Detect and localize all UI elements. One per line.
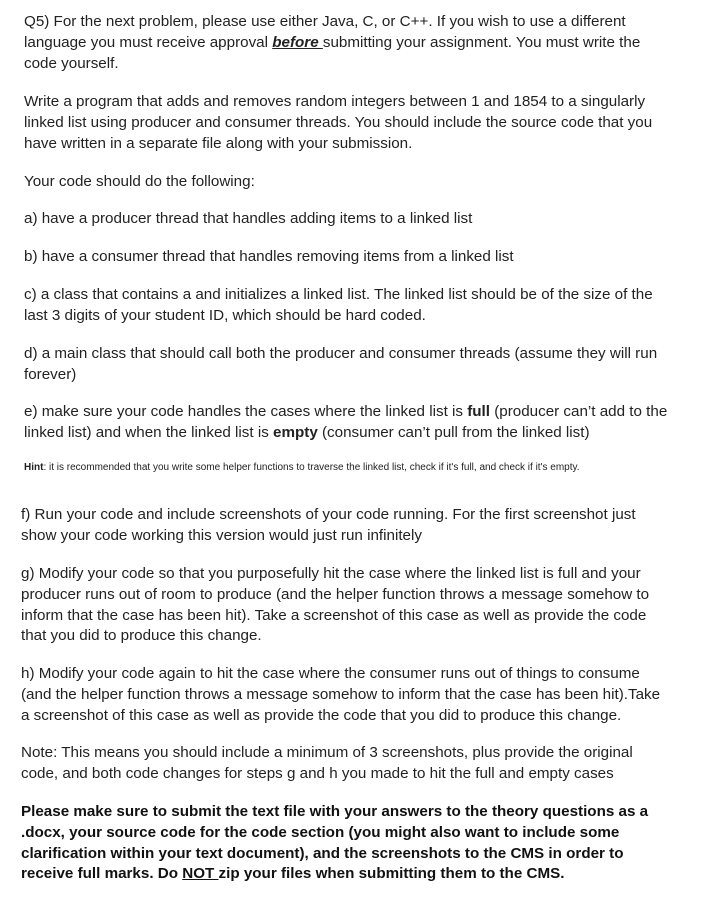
- item-h-line-2: (and the helper function throws a message somehow to inform that the case has been hit).Take: [21, 685, 661, 703]
- q5-line-1: Q5) For the next problem, please use either Java, C, or C++. If you wish to use a different: [24, 13, 626, 30]
- q5-before-emphasis: before: [272, 33, 323, 51]
- note-paragraph: [21, 743, 633, 785]
- q5-line-2-pre: language you must receive approval: [24, 33, 273, 51]
- submission-line-4-post: zip your files when submitting them to the CMS.: [218, 865, 565, 883]
- submission-line-3: clarification within your text document), and the screenshots to the CMS in order to: [21, 844, 624, 862]
- item-b-text: b) have a consumer thread that handles removing items from a linked list: [24, 248, 514, 265]
- intro-line-1: Write a program that adds and removes random integers between 1 and 1854 to a singularly: [24, 93, 646, 110]
- hint-note: [24, 461, 580, 474]
- item-g-line-4: that you did to produce this change.: [21, 627, 262, 645]
- item-g: [21, 564, 649, 647]
- item-c-line-1: c) a class that contains a and initializes a linked list. The linked list should be of the size of the: [24, 286, 653, 303]
- item-g-line-2: producer runs out of room to produce (and the helper function throws a message somehow to: [21, 585, 650, 603]
- note-line-1: Note: This means you should include a minimum of 3 screenshots, plus provide the original: [21, 744, 633, 761]
- hint-label: Hint: [24, 462, 44, 473]
- requirements-intro: [24, 172, 255, 193]
- item-e-line-2-pre: linked list) and when the linked list is: [24, 423, 274, 441]
- submission-line-4-pre: receive full marks. Do: [21, 865, 183, 883]
- item-e: [24, 402, 667, 444]
- item-a: [24, 209, 472, 230]
- item-f: [21, 505, 636, 547]
- item-e-line-2-post: (consumer can’t pull from the linked list): [317, 423, 590, 441]
- requirements-intro-text: Your code should do the following:: [24, 173, 255, 190]
- q5-line-2-post: submitting your assignment. You must write the: [322, 33, 641, 51]
- item-c: [24, 285, 653, 327]
- item-e-line-1-post: (producer can’t add to the: [489, 403, 668, 420]
- item-d: [24, 344, 657, 386]
- intro-line-3: have written in a separate file along with your submission.: [24, 134, 413, 152]
- item-b: [24, 247, 514, 268]
- item-a-text: a) have a producer thread that handles adding items to a linked list: [24, 210, 473, 227]
- item-c-line-2: last 3 digits of your student ID, which should be hard coded.: [24, 306, 426, 324]
- q5-line-3: code yourself.: [24, 54, 119, 72]
- intro-line-2: linked list using producer and consumer threads. You should include the source code that you: [24, 113, 653, 131]
- q5-line-2: [24, 33, 640, 54]
- submission-instructions: [21, 802, 648, 885]
- item-g-line-3: inform that the case has been hit). Take a screenshot of this case as well as provide the code: [21, 606, 647, 624]
- item-f-line-2: show your code working this version would just run infinitely: [21, 526, 422, 544]
- item-e-line-2: [24, 423, 667, 444]
- item-d-line-1: d) a main class that should call both the producer and consumer threads (assume they will run: [24, 345, 658, 362]
- item-e-full-word: full: [467, 403, 490, 420]
- item-e-empty-word: empty: [273, 423, 318, 441]
- item-e-line-1: [24, 402, 667, 423]
- submission-line-4: [21, 864, 648, 885]
- q5-paragraph: [24, 12, 640, 74]
- item-f-line-1: f) Run your code and include screenshots of your code running. For the first screenshot just: [21, 506, 636, 523]
- item-h: [21, 664, 660, 726]
- item-h-line-1: h) Modify your code again to hit the case where the consumer runs out of things to consume: [21, 665, 640, 682]
- item-h-line-3: a screenshot of this case as well as provide the code that you did to produce this change.: [21, 706, 622, 724]
- intro-paragraph: [24, 92, 652, 154]
- item-d-line-2: forever): [24, 365, 77, 383]
- item-g-line-1: g) Modify your code so that you purposefully hit the case where the linked list is full and your: [21, 565, 641, 582]
- submission-line-1: Please make sure to submit the text file with your answers to the theory questions as a: [21, 803, 649, 820]
- item-e-line-1-pre: e) make sure your code handles the cases where the linked list is: [24, 403, 468, 420]
- not-underlined: NOT: [182, 865, 219, 883]
- submission-line-2: .docx, your source code for the code section (you might also want to include some: [21, 823, 620, 841]
- hint-text: : it is recommended that you write some helper functions to traverse the linked list, check if it's full, and check if it's empty.: [43, 462, 580, 473]
- note-line-2: code, and both code changes for steps g and h you made to hit the full and empty cases: [21, 764, 614, 782]
